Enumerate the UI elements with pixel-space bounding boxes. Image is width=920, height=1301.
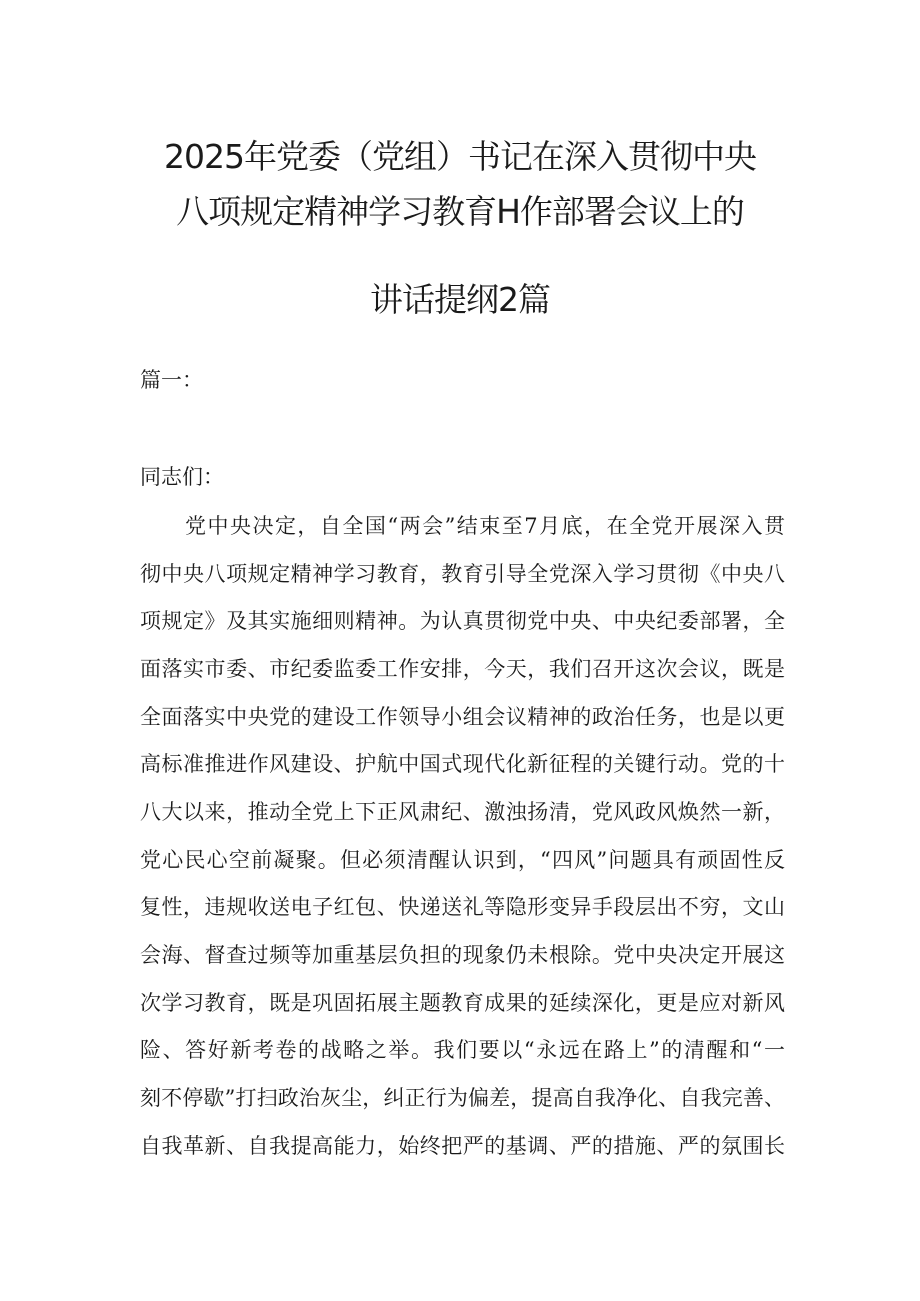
body-line: 会海、督查过频等加重基层负担的现象仍未根除。党中央决定开展这	[140, 943, 785, 967]
greeting: 同志们：	[140, 465, 224, 489]
document-title-line-3: 讲话提纲2篇	[370, 280, 550, 319]
body-line: 党心民心空前凝聚。但必须清醒认识到，“四风”问题具有顽固性反	[140, 848, 785, 872]
body-line: 八大以来，推动全党上下正风肃纪、激浊扬清，党风政风焕然一新，	[140, 800, 785, 824]
body-line: 刻不停歇”打扫政治灰尘，纠正行为偏差，提高自我净化、自我完善、	[140, 1086, 785, 1110]
body-line: 党中央决定，自全国“两会”结束至7月底，在全党开展深入贯	[185, 514, 785, 538]
part-label: 篇一：	[140, 368, 203, 392]
body-line: 险、答好新考卷的战略之举。我们要以“永远在路上”的清醒和“一	[140, 1038, 785, 1062]
body-line: 全面落实中央党的建设工作领导小组会议精神的政治任务，也是以更	[140, 705, 785, 729]
body-line: 面落实市委、市纪委监委工作安排，今天，我们召开这次会议，既是	[140, 657, 785, 681]
body-line: 项规定》及其实施细则精神。为认真贯彻党中央、中央纪委部署，全	[140, 609, 785, 633]
body-line: 彻中央八项规定精神学习教育，教育引导全党深入学习贯彻《中央八	[140, 562, 785, 586]
body-line: 自我革新、自我提高能力，始终把严的基调、严的措施、严的氛围长	[140, 1134, 785, 1158]
body-line: 高标准推进作风建设、护航中国式现代化新征程的关键行动。党的十	[140, 752, 785, 776]
body-line: 次学习教育，既是巩固拓展主题教育成果的延续深化，更是应对新风	[140, 991, 785, 1015]
body-line: 复性，违规收送电子红包、快递送礼等隐形变异手段层出不穷，文山	[140, 895, 785, 919]
document-title-line-2: 八项规定精神学习教育H作部署会议上的	[176, 192, 744, 231]
document-title-line-1: 2025年党委（党组）书记在深入贯彻中央	[164, 137, 756, 176]
